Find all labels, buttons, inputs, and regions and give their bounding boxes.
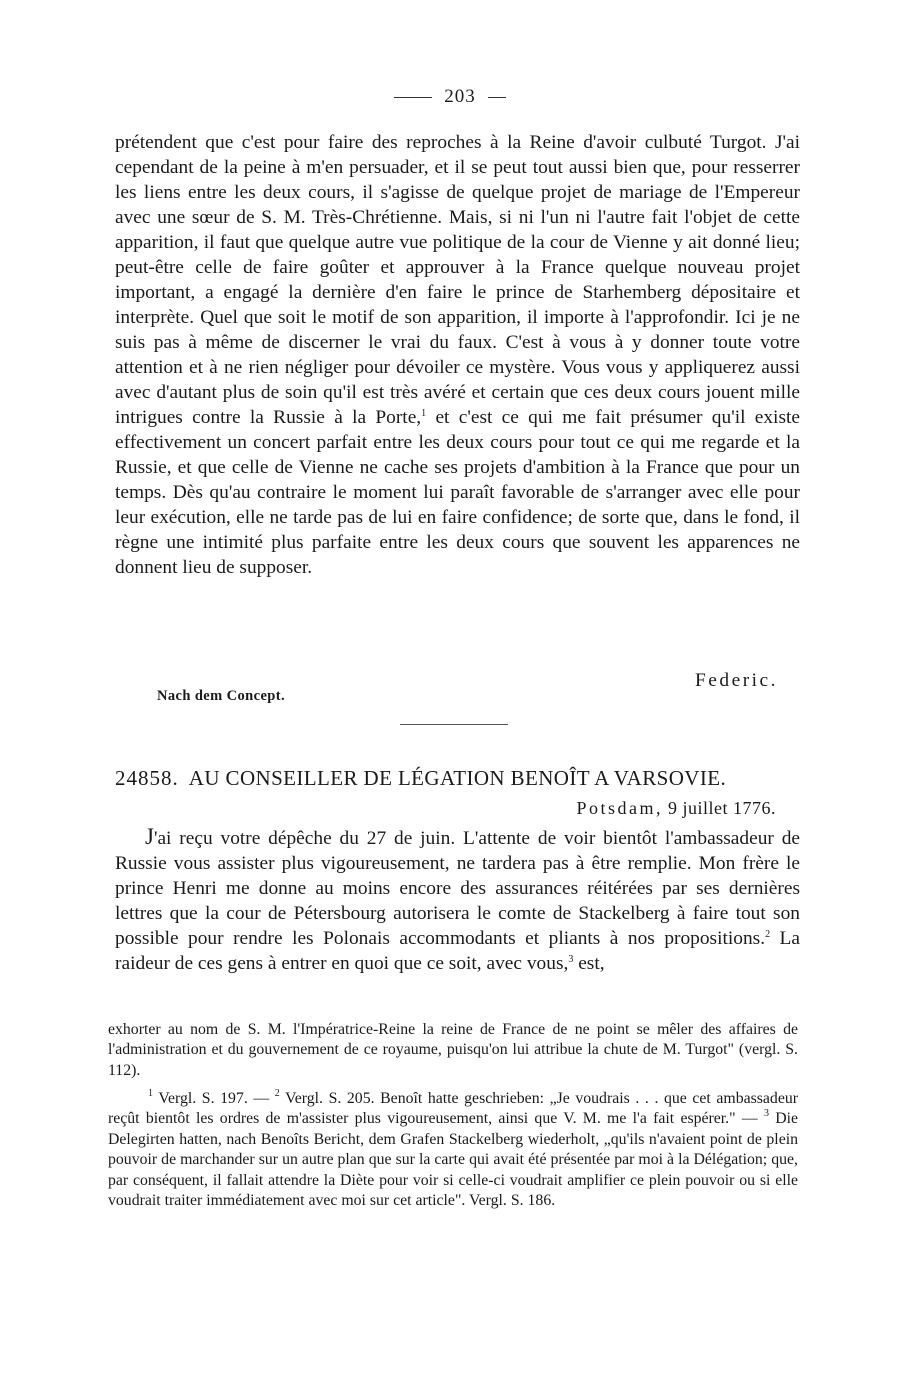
dateline-date: 9 juillet 1776. (668, 798, 776, 818)
footnote-2: Vergl. S. 205. Benoît hatte geschrieben: „Je voudrais . . . que cet ambassadeur reçût bientôt les ordres de m'assister plus vigoureusement, ainsi que V. M. me l'a fait espérer." — (108, 1090, 798, 1128)
page-number-rule-right (488, 97, 506, 98)
section-divider (400, 724, 508, 725)
footnote-ref-3: 3 (568, 954, 574, 965)
dateline (576, 798, 776, 819)
letter-body: 'ai reçu votre dépêche du 27 de juin. L'attente de voir bientôt l'ambassadeur de Russie vous assister plus vigoureusement, ne tardera pas à être remplie. Mon frère le prince Henri me donne au moins encore des assurances réitérées par ses dernières lettres que la cour de Pétersbourg autorisera le comte de Stackelberg à faire tout son possible pour rendre les Polonais accommodants et pliants à nos propositions. (115, 828, 800, 949)
footnote-3-mark: 3 (763, 1108, 769, 1120)
footnote-1-mark: 1 (148, 1088, 153, 1099)
source-note: Nach dem Concept. (157, 688, 286, 704)
letter-body-b: La raideur de ces gens à entrer en quoi que ce soit, avec vous, (115, 928, 800, 974)
previous-letter-body: prétendent que c'est pour faire des reproches à la Reine d'avoir culbuté Turgot. J'ai cependant de la peine à m'en persuader, et il se peut tout aussi bien que, pour resserrer les liens entre les deux cours, il s'agisse de quelque projet de mariage de l'Empereur avec une sœur de S. M. Très-Chrétienne. Mais, si ni l'un ni l'autre fait l'objet de cette apparition, il faut que quelque autre vue politique de la cour de Vienne y ait donné lieu; peut-être celle de faire goûter et approuver à la France quelque nouveau projet important, a engagé la dernière d'en faire le prince de Starhemberg dépositaire et interprète. Quel que soit le motif de son apparition, il importe à l'approfondir. Ici je ne suis pas à même de discerner le vrai du faux. C'est à vous à y donner toute votre attention et à ne rien négliger pour dévoiler ce mystère. Vous vous y appliquerez aussi avec d'autant plus de soin qu'il est très avéré et certain que ces deux cours jouent mille intrigues contre la Russie à la Porte, (115, 132, 800, 428)
letter-text (115, 824, 800, 976)
footnote-ref-1: 1 (421, 408, 427, 419)
footnotes (108, 1089, 798, 1211)
letter-number: 24858. (115, 766, 179, 790)
page-number-text: 203 (444, 86, 476, 107)
previous-letter-body-cont: et c'est ce qui me fait présumer qu'il existe effectivement un concert parfait entre les deux cours pour tout ce qui me regarde et la Russie, et que celle de Vienne ne cache ses projets d'ambition à la France que pour un temps. Dès qu'au contraire le moment lui paraît favorable de s'arranger avec elle pour leur exécution, elle ne tarde pas de lui en faire confidence; de sorte que, dans le fond, il règne une intimité plus parfaite entre les deux cours que souvent les apparences ne donnent lieu de supposer. (115, 407, 800, 578)
letter-body-c: est, (578, 953, 605, 974)
letter-heading (115, 766, 805, 791)
previous-letter-paragraph (115, 130, 800, 580)
footnote-1: Vergl. S. 197. — (158, 1090, 270, 1107)
footnote-block (108, 1089, 798, 1211)
page-number-rule-left (394, 97, 432, 98)
footnote-continued (108, 1020, 798, 1081)
letter-paragraph (115, 824, 800, 976)
drop-cap: J (145, 824, 154, 849)
letter-title: AU CONSEILLER DE LÉGATION BENOÎT A VARSOVIE. (188, 766, 727, 790)
page-number (0, 86, 900, 108)
signature: Federic. (695, 670, 778, 691)
previous-letter-text (115, 130, 800, 580)
footnote-3: Die Delegirten hatten, nach Benoîts Bericht, dem Grafen Stackelberg wiederholt, „qu'ils n'avaient point de plein pouvoir de marchander sur un autre plan que sur la carte qui avait été présentée par moi à la Délégation; que, par conséquent, il fallait attendre la Diète pour voir si celle-ci voudrait amplifier ce plein pouvoir ou si elle voudrait traiter immédiatement avec moi sur cet article". Vergl. S. 186. (108, 1110, 799, 1210)
footnote-continued-text: exhorter au nom de S. M. l'Impératrice-Reine la reine de France de ne point se mêler des affaires de l'administration et du gouvernement de ce royaume, puisqu'on lui attribue la chute de M. Turgot" (vergl. S. 112). (108, 1021, 798, 1079)
dateline-place: Potsdam, (576, 798, 663, 818)
footnote-ref-2: 2 (765, 929, 771, 940)
footnote-2-mark: 2 (274, 1088, 280, 1099)
